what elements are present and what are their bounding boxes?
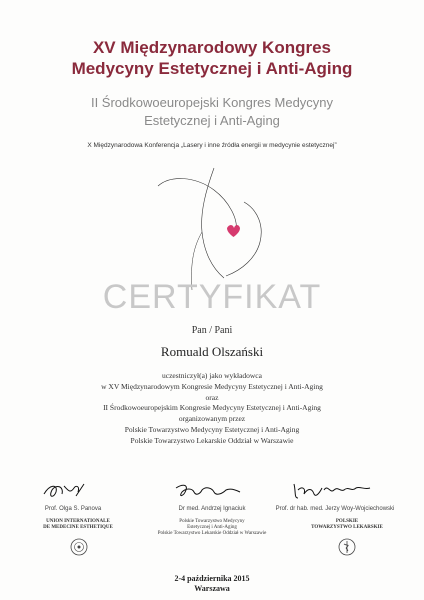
- congress-subtitle-line1: II Środkowoeuropejski Kongres Medycyny: [90, 95, 334, 110]
- event-date-location: [0, 574, 424, 594]
- ptl-seal-icon: [338, 538, 356, 556]
- signature-woy-wojciechowski: [290, 480, 376, 502]
- event-city: Warszawa: [194, 584, 230, 593]
- body-line: w XV Międzynarodowym Kongresie Medycyny Estetycznej i Anti-Aging: [101, 381, 323, 391]
- signature-ignaciuk: [172, 480, 244, 502]
- body-line: oraz: [205, 392, 219, 402]
- body-line: organizowanym przez: [178, 414, 246, 424]
- signatory-org-1: UNION INTERNATIONALE DE MEDECINE ESTHETIQUE: [43, 519, 113, 530]
- congress-title-line1: XV Międzynarodowy Kongres: [92, 38, 332, 57]
- body-line: uczestniczył(a) jako wykładowca: [162, 371, 262, 380]
- congress-subtitle-line2: Estetycznej i Anti-Aging: [144, 113, 280, 128]
- signatory-org-2: Polskie Towarzystwo Medycyny Estetycznej i Anti-Aging Polskie Towarzystwo Lekarskie Oddział w Warszawie: [157, 519, 267, 536]
- body-line: Polskie Towarzystwo Medycyny Estetycznej i Anti-Aging: [124, 424, 300, 434]
- signatory-org-3: POLSKIE TOWARZYSTWO LEKARSKIE: [311, 519, 383, 530]
- heart-lips-icon: [227, 225, 240, 237]
- salutation: Pan / Pani: [191, 325, 233, 336]
- union-seal-icon: [70, 538, 88, 556]
- signatory-name-2: Dr med. Andrzej Ignaciuk: [178, 506, 246, 512]
- signature-panova: [40, 480, 90, 502]
- body-line: Polskie Towarzystwo Lekarskie Oddział w Warszawie: [130, 435, 294, 445]
- signatory-name-1: Prof. Olga S. Panova: [44, 506, 102, 512]
- signatory-name-3: Prof. dr hab. med. Jerzy Woy-Wojciechowski: [275, 506, 395, 512]
- certificate-body: [0, 371, 424, 447]
- recipient-name: Romuald Olszański: [160, 344, 264, 359]
- conference-name: X Międzynarodowa Konferencja „Lasery i inne źródła energii w medycynie estetycznej”: [87, 142, 337, 149]
- event-date: 2-4 października 2015: [174, 574, 250, 583]
- congress-title-line2: Medycyny Estetycznej i Anti-Aging: [71, 59, 353, 78]
- certificate-title: CERTYFIKAT: [102, 278, 322, 316]
- body-line: II Środkowoeuropejskim Kongresie Medycyny Estetycznej i Anti-Aging: [103, 403, 321, 413]
